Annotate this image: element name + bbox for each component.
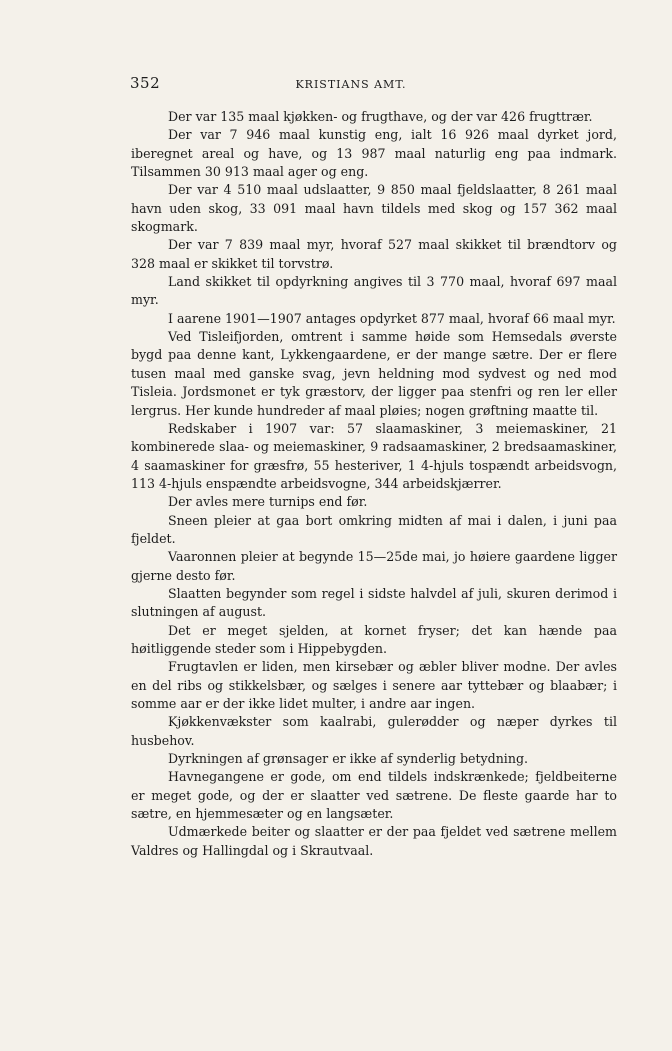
paragraph: Kjøkkenvækster som kaalrabi, gulerødder og næper dyrkes til husbehov.	[131, 714, 617, 748]
paragraph: Havnegangene er gode, om end tildels indskrænkede; fjeldbeiterne er meget gode, og der er slaatter ved sætrene. De fleste gaarde har to sætre, en hjemmesæter og en langsæter.	[131, 769, 617, 822]
paragraph: Vaaronnen pleier at begynde 15—25de mai, jo høiere gaardene ligger gjerne desto før.	[131, 549, 617, 583]
body-text	[131, 108, 617, 860]
paragraph: Der var 7 946 maal kunstig eng, ialt 16 926 maal dyrket jord, iberegnet areal og have, og 13 987 maal naturlig eng paa indmark. Tilsammen 30 913 maal ager og eng.	[131, 127, 617, 180]
paragraph: Frugtavlen er liden, men kirsebær og æbler bliver modne. Der avles en del ribs og stikkelsbær, og sælges i senere aar tyttebær og blaabær; i somme aar er der ikke lidet multer, i andre aar ingen.	[131, 659, 617, 711]
paragraph: Der var 135 maal kjøkken- og frugthave, og der var 426 frugttrær.	[168, 109, 593, 124]
paragraph: Udmærkede beiter og slaatter er der paa fjeldet ved sætrene mellem Valdres og Hallingdal og i Skrautvaal.	[131, 824, 617, 858]
paragraph: Ved Tisleifjorden, omtrent i samme høide som Hemsedals øverste bygd paa denne kant, Lykkengaardene, er der mange sætre. Der er flere tusen maal med ganske svag, jevn heldning mod sydvest og ned mod Tisleia. Jordsmonet er tyk græstorv, der ligger paa stenfri og ren ler eller lergrus. Her kunde hundreder af maal pløies; nogen grøftning maatte til.	[131, 329, 617, 418]
paragraph: Slaatten begynder som regel i sidste halvdel af juli, skuren derimod i slutningen af august.	[131, 585, 617, 620]
running-head: KRISTIANS AMT.	[295, 78, 407, 91]
paragraph: I aarene 1901—1907 antages opdyrket 877 maal, hvoraf 66 maal myr.	[168, 310, 616, 326]
paragraph: Det er meget sjelden, at kornet fryser; det kan hænde paa høitliggende steder som i Hippebygden.	[131, 622, 617, 656]
paragraph: Der var 4 510 maal udslaatter, 9 850 maal fjeldslaatter, 8 261 maal havn uden skog, 33 091 maal havn tildels med skog og 157 362 maal skogmark.	[131, 182, 617, 235]
paragraph: Sneen pleier at gaa bort omkring midten af mai i dalen, i juni paa fjeldet.	[131, 512, 617, 546]
page-number: 352	[130, 74, 161, 92]
paragraph: Redskaber i 1907 var: 57 slaamaskiner, 3 meiemaskiner, 21 kombinerede slaa- og meiemaskiner, 9 radsaamaskiner, 2 bredsaamaskiner, 4 saamaskiner for græsfrø, 55 hesteriver, 1 4-hjuls tospændt arbeidsvogn, 113 4-hjuls enspændte arbeidsvogne, 344 arbeidskjærrer.	[131, 420, 617, 491]
paragraph: Dyrkningen af grønsager er ikke af synderlig betydning.	[168, 751, 529, 767]
paragraph: Der avles mere turnips end før.	[168, 494, 368, 510]
paragraph: Der var 7 839 maal myr, hvoraf 527 maal skikket til brændtorv og 328 maal er skikket til torvstrø.	[131, 237, 617, 271]
paragraph: Land skikket til opdyrkning angives til 3 770 maal, hvoraf 697 maal myr.	[131, 274, 617, 308]
